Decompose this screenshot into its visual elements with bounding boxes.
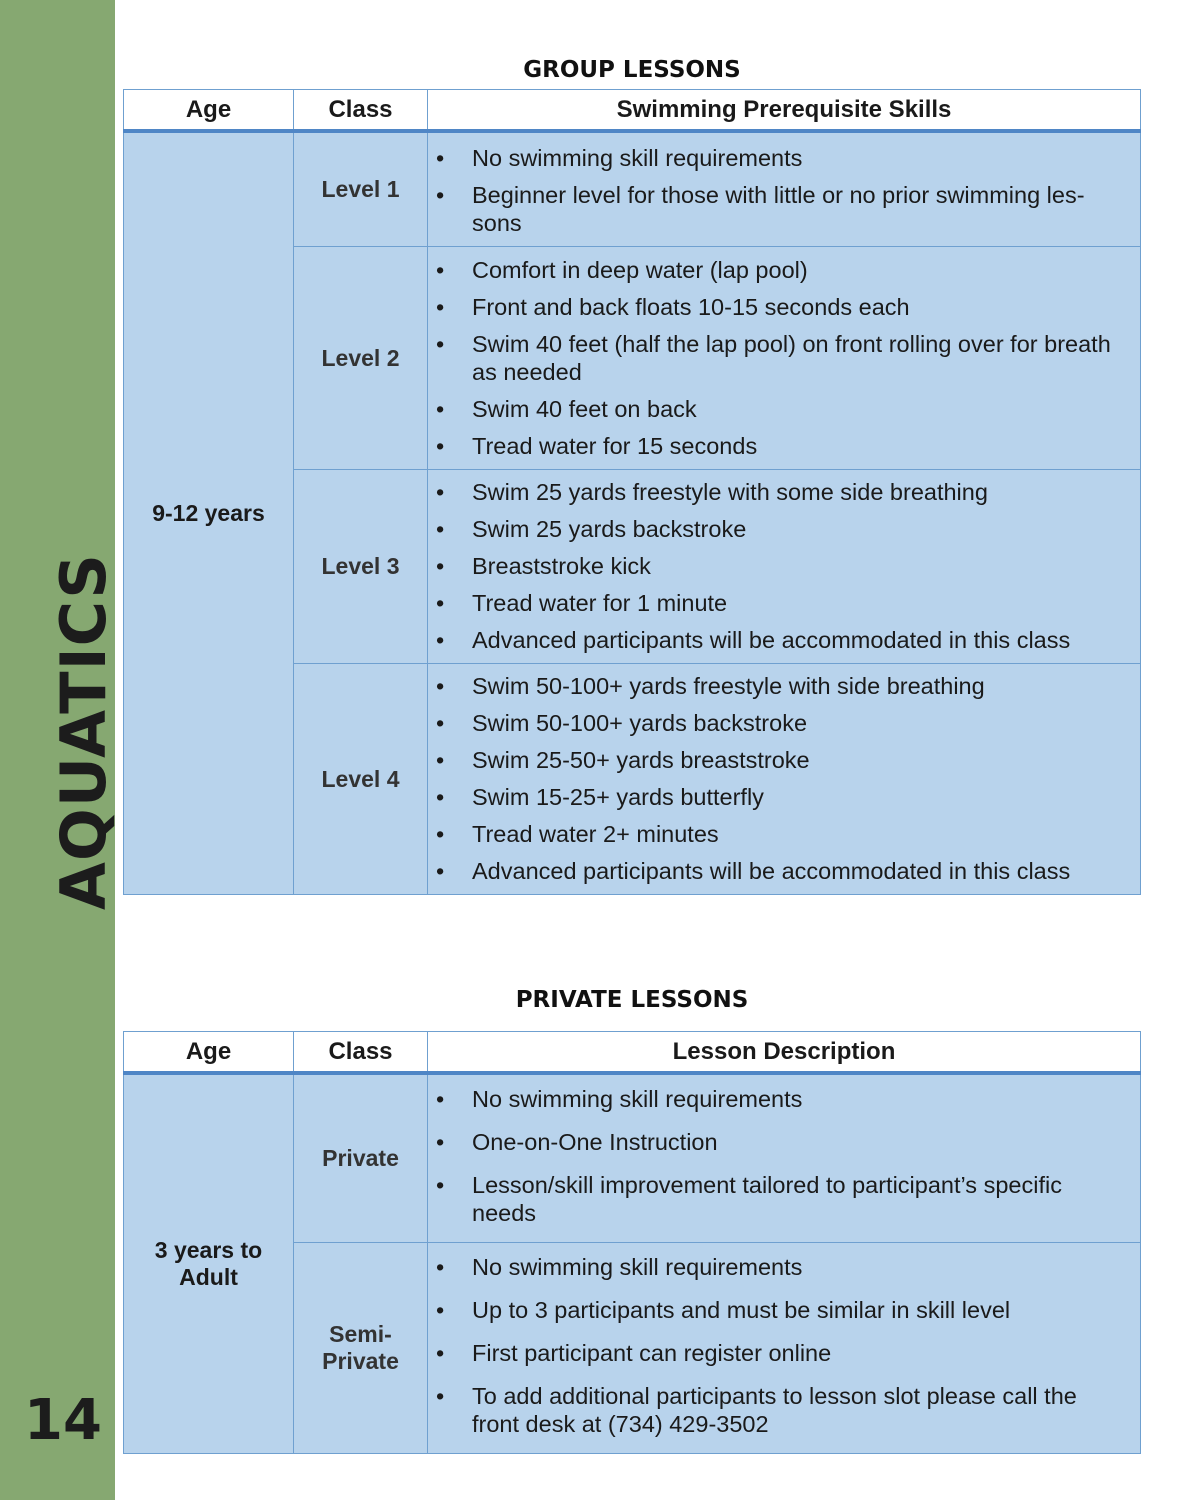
group-lessons-table [123,89,1141,895]
list-item: • Comfort in deep water (lap pool) [428,256,1140,284]
skills-cell [428,664,1141,895]
table-header-row [124,1032,1141,1074]
header-description: Lesson Description [428,1032,1141,1074]
list-item: • Breaststroke kick [428,552,1140,580]
list-item: • No swimming skill requirements [428,1253,1140,1281]
list-item: • Tread water for 1 minute [428,589,1140,617]
header-class: Class [294,1032,428,1074]
skills-cell [428,247,1141,470]
table-row [124,1073,1141,1243]
list-item: • No swimming skill requirements [428,1085,1140,1113]
list-item: • Up to 3 participants and must be similar in skill level [428,1296,1140,1324]
list-item: • Tread water for 15 seconds [428,432,1140,460]
description-cell [428,1243,1141,1454]
list-item: • Lesson/skill improvement tailored to participant’s specific needs [428,1171,1140,1227]
age-cell: 9-12 years [124,131,294,895]
list-item: • Beginner level for those with little or no prior swimming les-sons [428,181,1140,237]
list-item: • Swim 25 yards freestyle with some side breathing [428,478,1140,506]
header-skills: Swimming Prerequisite Skills [428,90,1141,132]
list-item: • Tread water 2+ minutes [428,820,1140,848]
header-class: Class [294,90,428,132]
page-number: 14 [24,1388,102,1453]
header-age: Age [124,1032,294,1074]
list-item: • Front and back floats 10-15 seconds each [428,293,1140,321]
list-item: • Swim 25 yards backstroke [428,515,1140,543]
private-lessons-title: PRIVATE LESSONS [515,987,749,1013]
list-item: • Swim 50-100+ yards backstroke [428,709,1140,737]
age-cell: 3 years to Adult [124,1073,294,1454]
list-item: • Swim 40 feet on back [428,395,1140,423]
group-lessons-title: GROUP LESSONS [523,57,741,83]
list-item: • Swim 50-100+ yards freestyle with side breathing [428,672,1140,700]
class-cell: Private [294,1073,428,1243]
list-item: • Advanced participants will be accommodated in this class [428,857,1140,885]
list-item: • Swim 15-25+ yards butterfly [428,783,1140,811]
header-age: Age [124,90,294,132]
class-cell: Level 1 [294,131,428,247]
list-item: • First participant can register online [428,1339,1140,1367]
list-item: • To add additional participants to lesson slot please call the front desk at (734) 429-3502 [428,1382,1140,1438]
table-header-row [124,90,1141,132]
list-item: • Swim 40 feet (half the lap pool) on front rolling over for breath as needed [428,330,1140,386]
section-title-vertical: AQUATICS [47,553,120,910]
skills-cell [428,470,1141,664]
class-cell: Semi-Private [294,1243,428,1454]
skills-cell [428,131,1141,247]
table-row [124,131,1141,247]
list-item: • Advanced participants will be accommodated in this class [428,626,1140,654]
list-item: • One-on-One Instruction [428,1128,1140,1156]
list-item: • Swim 25-50+ yards breaststroke [428,746,1140,774]
private-lessons-table [123,1031,1141,1454]
description-cell [428,1073,1141,1243]
list-item: • No swimming skill requirements [428,144,1140,172]
class-cell: Level 3 [294,470,428,664]
class-cell: Level 4 [294,664,428,895]
class-cell: Level 2 [294,247,428,470]
